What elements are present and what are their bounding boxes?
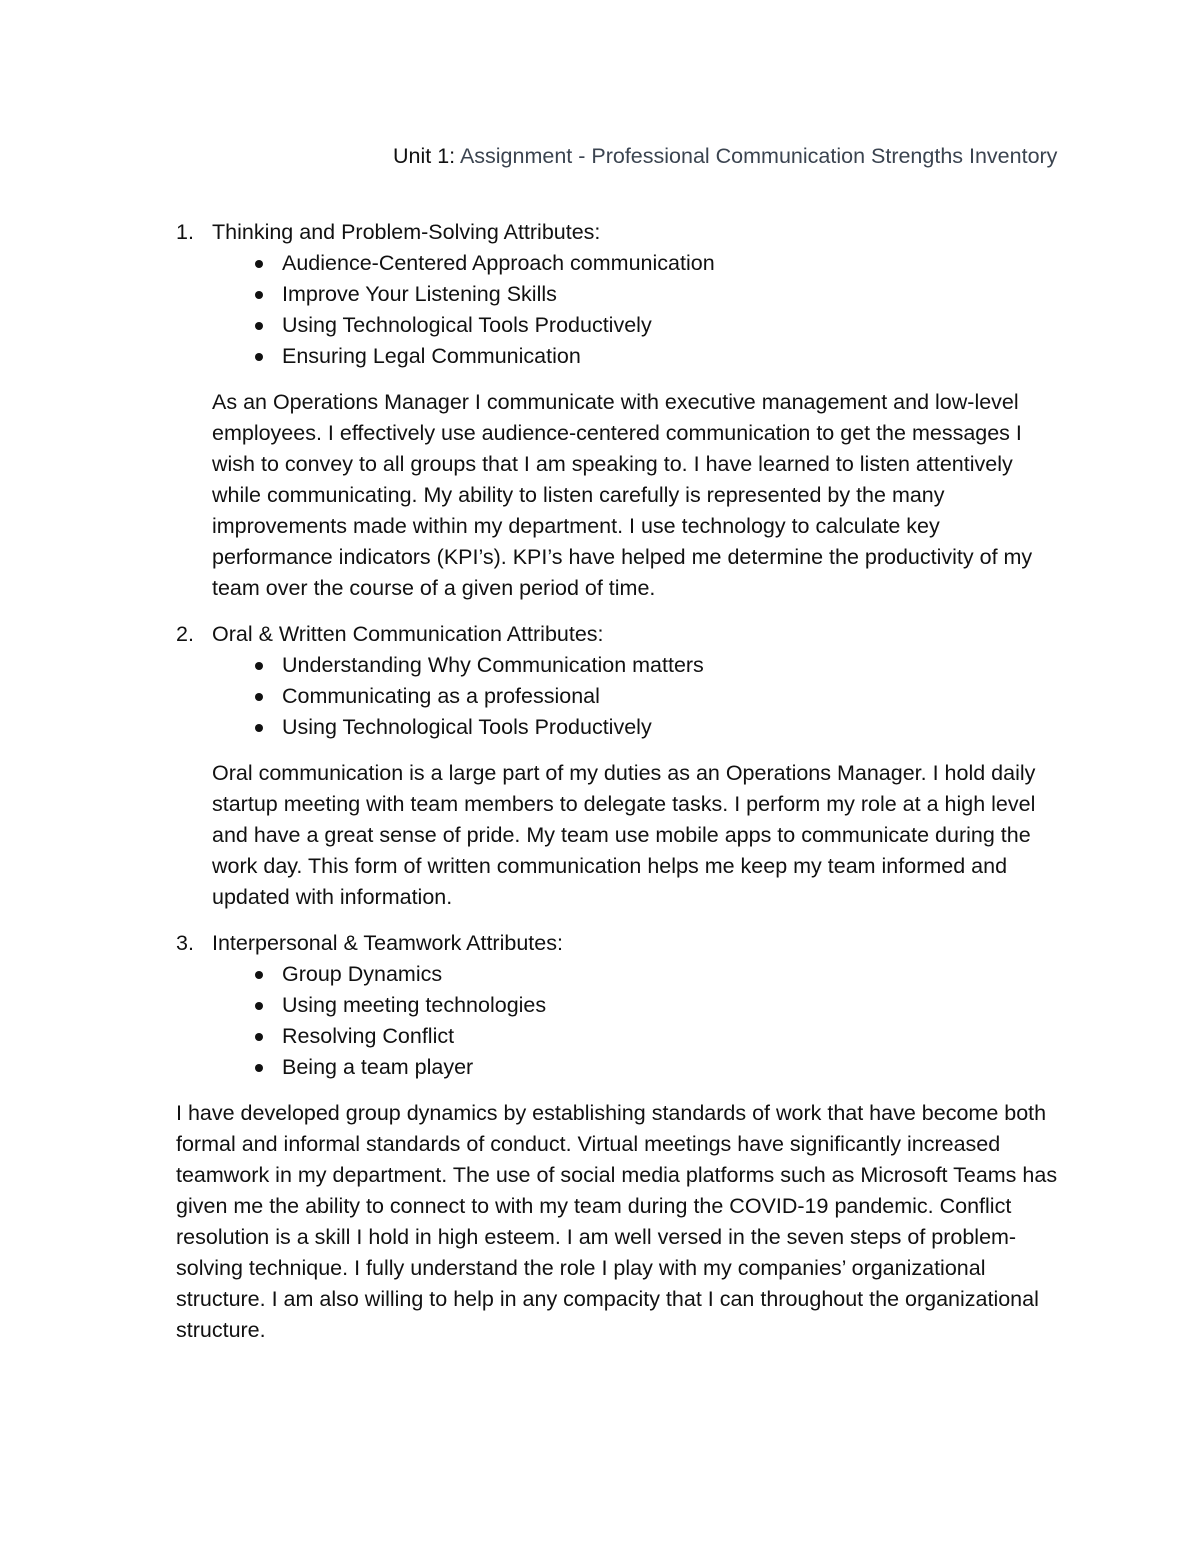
title-assignment-name: Assignment - Professional Communication Strengths Inventory <box>459 144 1058 168</box>
list-item <box>176 1052 1066 1083</box>
section-spacer <box>176 604 1066 619</box>
section-number: 3. <box>176 931 194 955</box>
bullet-icon <box>255 353 263 361</box>
bullet-icon <box>255 971 263 979</box>
list-item-text: Using Technological Tools Productively <box>282 715 652 739</box>
bullet-icon <box>255 322 263 330</box>
list-item <box>176 959 1066 990</box>
section-heading <box>176 619 1066 650</box>
bullet-icon <box>255 693 263 701</box>
list-item-text: Communicating as a professional <box>282 684 600 708</box>
list-item <box>176 1021 1066 1052</box>
section-spacer <box>176 913 1066 928</box>
section-number: 2. <box>176 622 194 646</box>
document-title <box>393 141 1057 171</box>
list-item <box>176 310 1066 341</box>
bullet-list <box>176 248 1066 372</box>
list-item-text: Group Dynamics <box>282 962 443 986</box>
list-item <box>176 990 1066 1021</box>
closing-paragraph: I have developed group dynamics by establishing standards of work that have become both formal and informal standards of conduct. Virtual meetings have significantly increased teamwork in my department. The use of social media platforms such as Microsoft Teams has given me the ability to connect to with my team during the COVID-19 pandemic. Conflict resolution is a skill I hold in high esteem. I am well versed in the seven steps of problem-solving technique. I fully understand the role I play with my companies’ organizational structure. I am also willing to help in any compacity that I can throughout the organizational structure. <box>176 1101 1058 1342</box>
list-item <box>176 248 1066 279</box>
section-interpersonal-teamwork <box>176 928 1066 1083</box>
list-item-text: Ensuring Legal Communication <box>282 344 581 368</box>
bullet-icon <box>255 724 263 732</box>
section-heading <box>176 928 1066 959</box>
bullet-icon <box>255 260 263 268</box>
list-item <box>176 279 1066 310</box>
bullet-icon <box>255 1033 263 1041</box>
list-item <box>176 650 1066 681</box>
bullet-icon <box>255 662 263 670</box>
section-thinking-problem-solving <box>176 217 1066 604</box>
bullet-icon <box>255 1002 263 1010</box>
section-heading-text: Thinking and Problem-Solving Attributes: <box>212 220 601 244</box>
section-heading <box>176 217 1066 248</box>
list-item-text: Resolving Conflict <box>282 1024 455 1048</box>
bullet-list <box>176 959 1066 1083</box>
section-paragraph: Oral communication is a large part of my duties as an Operations Manager. I hold daily startup meeting with team members to delegate tasks. I perform my role at a high level and have a great sense of pride. My team use mobile apps to communicate during the work day. This form of written communication helps me keep my team informed and updated with information. <box>212 761 1036 909</box>
list-item-text: Being a team player <box>282 1055 474 1079</box>
document-body <box>176 217 1066 1346</box>
bullet-list <box>176 650 1066 743</box>
list-item-text: Understanding Why Communication matters <box>282 653 704 677</box>
list-item-text: Audience-Centered Approach communication <box>282 251 715 275</box>
section-heading-text: Oral & Written Communication Attributes: <box>212 622 604 646</box>
list-item <box>176 712 1066 743</box>
section-heading-text: Interpersonal & Teamwork Attributes: <box>212 931 563 955</box>
list-item <box>176 341 1066 372</box>
list-item-text: Improve Your Listening Skills <box>282 282 557 306</box>
list-item-text: Using meeting technologies <box>282 993 547 1017</box>
list-item-text: Using Technological Tools Productively <box>282 313 652 337</box>
section-paragraph: As an Operations Manager I communicate with executive management and low-level employees. I effectively use audience-centered communication to get the messages I wish to convey to all groups that I am speaking to. I have learned to listen attentively while communicating. My ability to listen carefully is represented by the many improvements made within my department. I use technology to calculate key performance indicators (KPI’s). KPI’s have helped me determine the productivity of my team over the course of a given period of time. <box>212 390 1033 600</box>
title-unit-label: Unit 1: <box>393 144 460 168</box>
section-number: 1. <box>176 220 194 244</box>
list-item <box>176 681 1066 712</box>
bullet-icon <box>255 1064 263 1072</box>
section-oral-written <box>176 619 1066 913</box>
bullet-icon <box>255 291 263 299</box>
